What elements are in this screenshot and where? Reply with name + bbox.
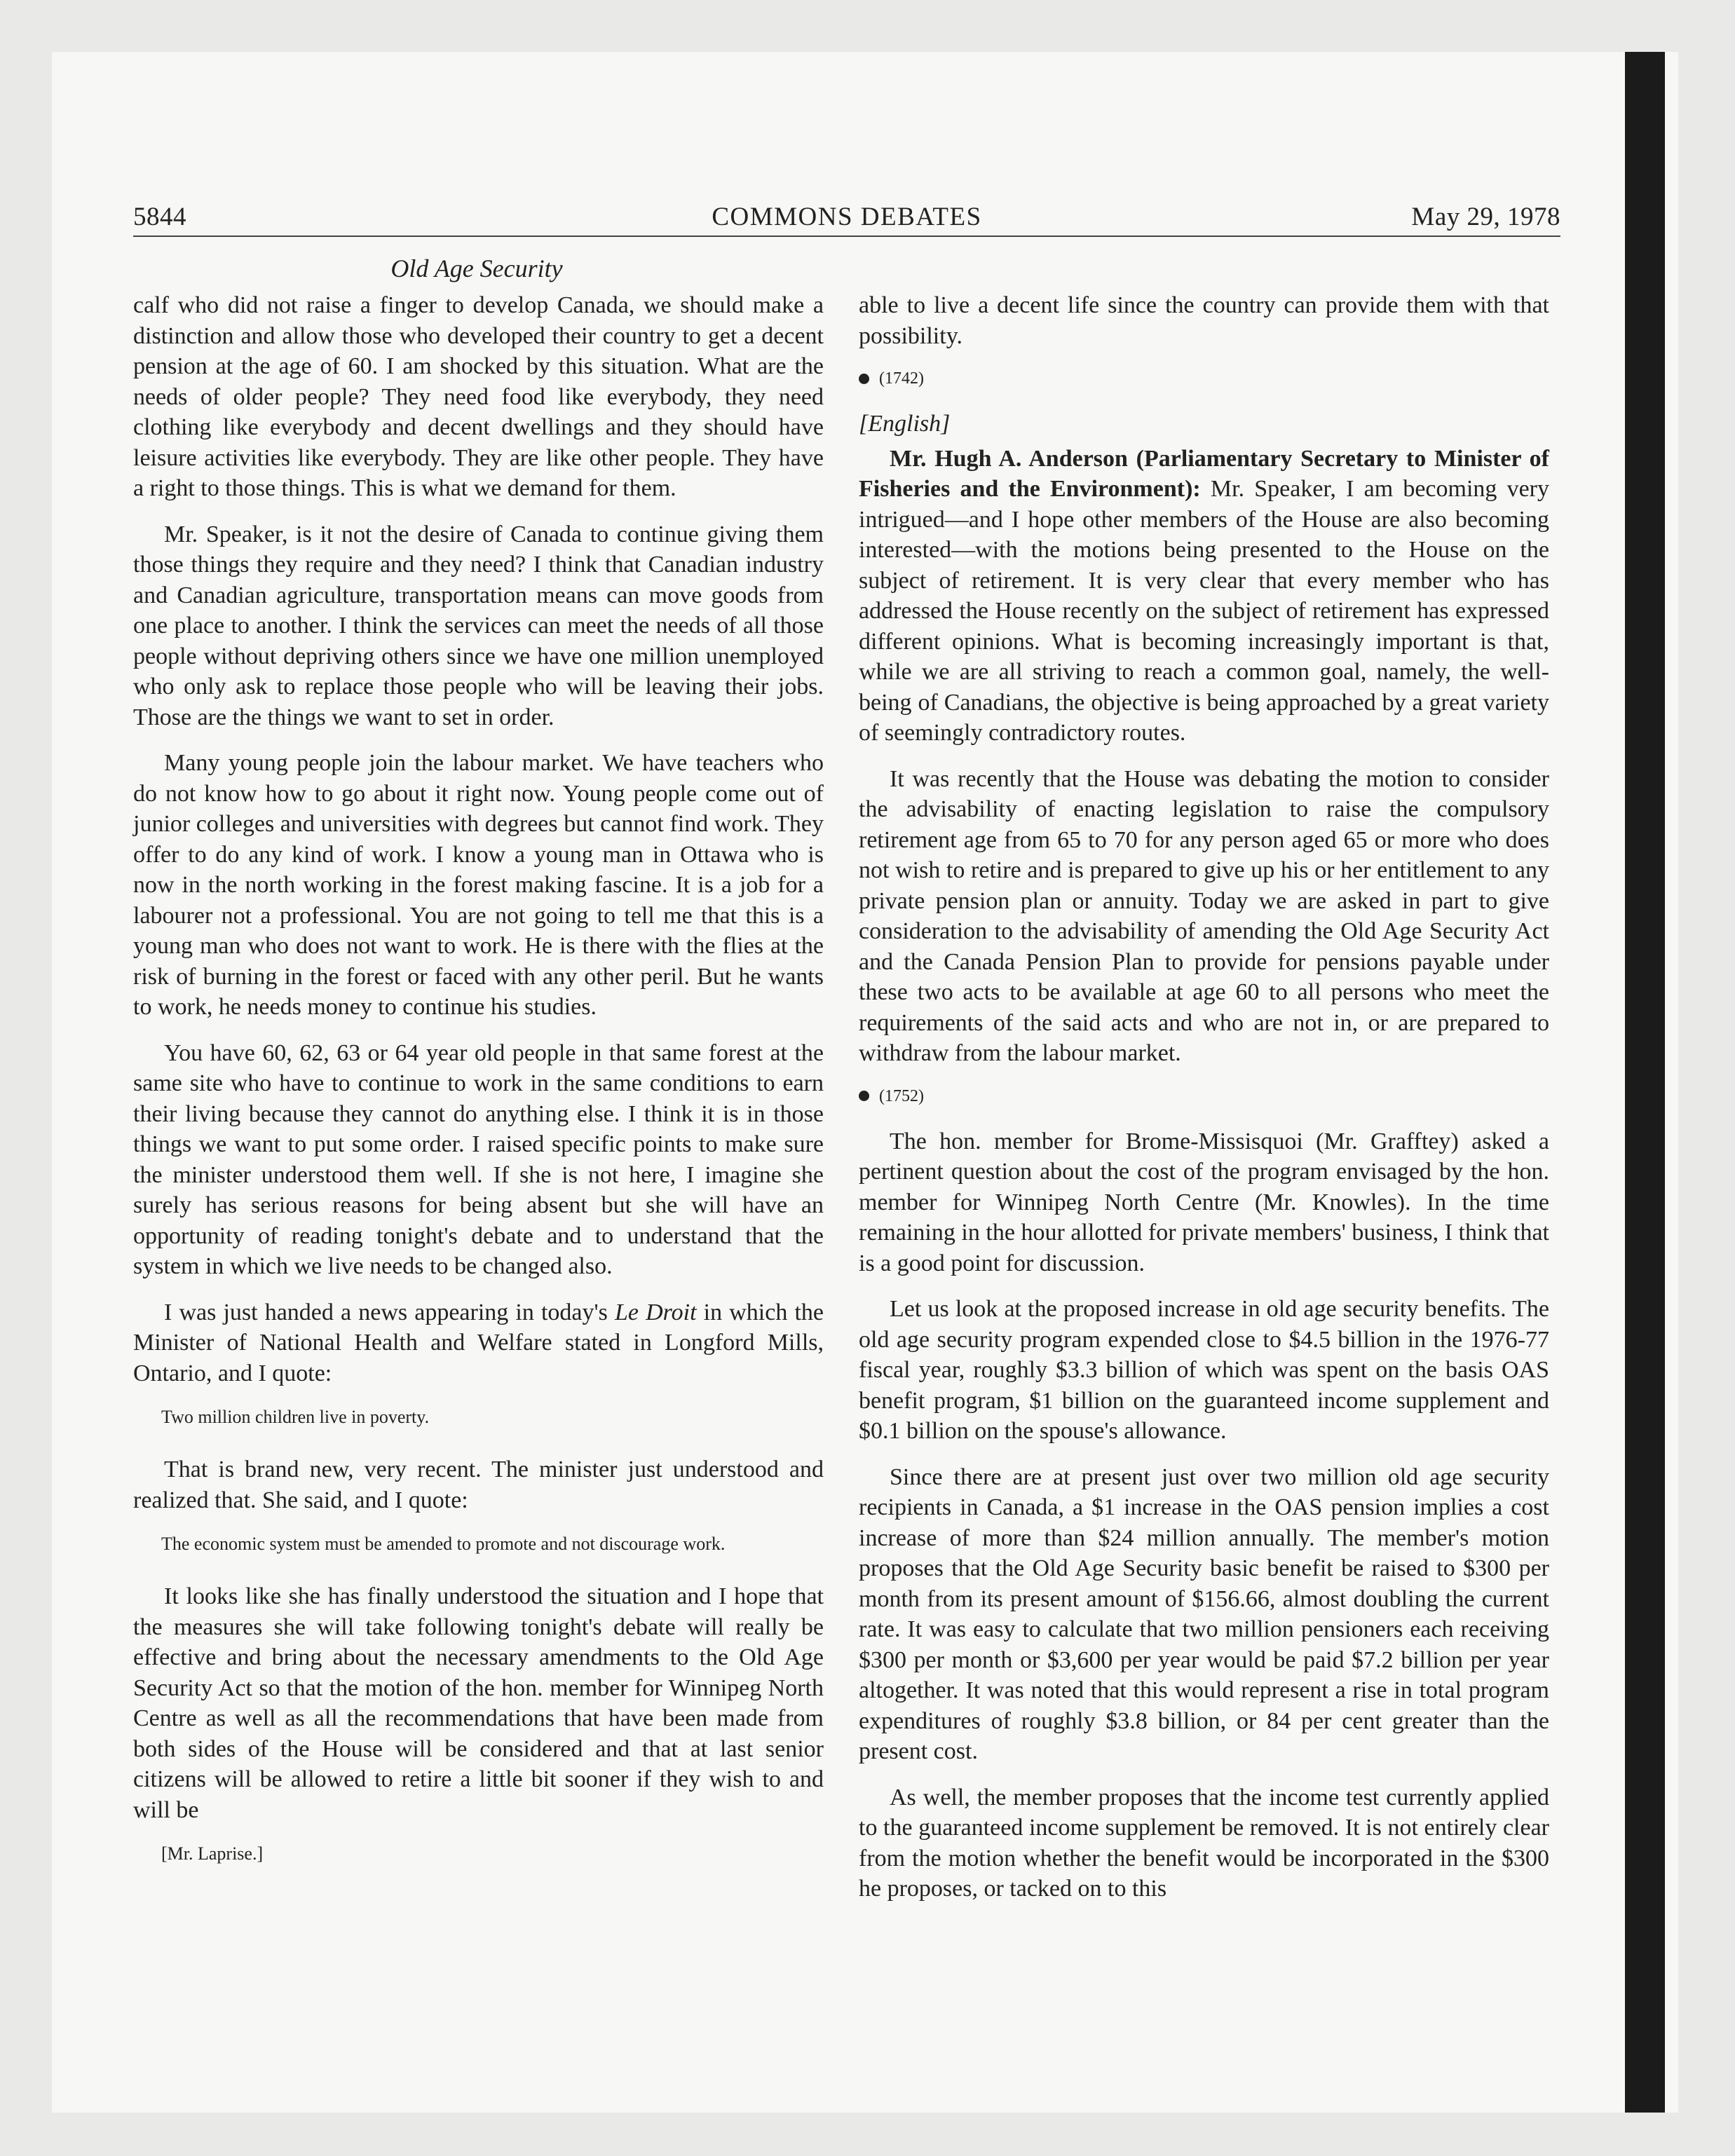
running-head: Old Age Security	[390, 254, 563, 282]
speaker-attribution: [Mr. Laprise.]	[161, 1843, 264, 1864]
timestamp-marker	[859, 367, 1549, 390]
paragraph: You have 60, 62, 63 or 64 year old people in that same forest at the same site who have to continue to work in the same conditions to earn their living because they cannot do anything else. I think it is in those things we want to put some order. I raised specific points to make sure the minister understood them well. If she is not here, I imagine she surely has serious reasons for being absent but she will have an opportunity of reading tonight's debate and to understand that the system in which we live needs to be changed also.	[133, 1039, 824, 1279]
timestamp: (1742)	[879, 369, 924, 388]
timestamp: (1752)	[879, 1086, 924, 1105]
paragraph: Mr. Speaker, is it not the desire of Canada to continue giving them those things they require and they need? I think that Canadian industry and Canadian agriculture, transportation means can move goods from one place to another. I think the services can meet the needs of all those people without depriving others since we have one million unemployed who only ask to replace those people who will be leaving their jobs. Those are the things we want to set in order.	[133, 521, 824, 730]
right-column	[859, 290, 1549, 1920]
timestamp-marker	[859, 1084, 1549, 1108]
paragraph: Let us look at the proposed increase in old age security benefits. The old age security program expended close to $4.5 billion in the 1976-77 fiscal year, roughly $3.3 billion of which was spent on the basis OAS benefit program, $1 billion on the guaranteed income supplement and $0.1 billion on the spouse's allowance.	[859, 1296, 1549, 1444]
paragraph-text: in which the Minister of National Health and Welfare stated in Longford Mills, Ontario, and I quote:	[133, 1299, 824, 1386]
scan-edge-bar	[1625, 52, 1665, 2113]
publication-title: COMMONS DEBATES	[712, 203, 982, 231]
language-marker: [English]	[859, 411, 951, 437]
header-rule	[133, 236, 1560, 237]
page-number: 5844	[133, 203, 186, 231]
paragraph: It looks like she has finally understood the situation and I hope that the measures she will take following tonight's debate will really be effective and bring about the necessary amendments to the Old Age Security Act so that the motion of the hon. member for Winnipeg North Centre as well as all the recommendations that have been made from both sides of the House will be considered and that at last senior citizens will be allowed to retire a little bit sooner if they wish to and will be	[133, 1583, 824, 1823]
paragraph: calf who did not raise a finger to develop Canada, we should make a distinction and allow those who developed their country to get a decent pension at the age of 60. I am shocked by this situation. What are the needs of older people? They need food like everybody, they need clothing like everybody and decent dwellings and they should have leisure activities like everybody. They are like other people. They have a right to those things. This is what we demand for them.	[133, 292, 824, 501]
paragraph: The hon. member for Brome-Missisquoi (Mr. Grafftey) asked a pertinent question about the cost of the program envisaged by the hon. member for Winnipeg North Centre (Mr. Knowles). In the time remaining in the hour allotted for private members' business, I think that is a good point for discussion.	[859, 1128, 1549, 1276]
paragraph-text: I was just handed a news appearing in today's	[164, 1299, 615, 1325]
paragraph: able to live a decent life since the country can provide them with that possibility.	[859, 292, 1549, 349]
paragraph: Since there are at present just over two million old age security recipients in Canada, a $1 increase in the OAS pension implies a cost increase of more than $24 million annually. The member's motion proposes that the Old Age Security basic benefit be raised to $300 per month from its present amount of $156.66, almost doubling the current rate. It was easy to calculate that two million pensioners each receiving $300 per month or $3,600 per year would be paid $7.2 billion per year altogether. It was noted that this would represent a rise in total program expenditures of roughly $3.8 billion, or 84 per cent greater than the present cost.	[859, 1464, 1549, 1764]
paragraph-text: Mr. Speaker, I am becoming very intrigued—and I hope other members of the House are also becoming interested—with the motions being presented to the House on the subject of retirement. It is very clear that every member who has addressed the House recently on the subject of retirement has expressed different opinions. What is becoming increasingly important is that, while we are all striving to reach a common goal, namely, the well-being of Canadians, the objective is being approached by a great variety of seemingly contradictory routes.	[859, 476, 1550, 746]
bullet-icon	[859, 374, 869, 384]
paragraph	[859, 444, 1549, 749]
paragraph: As well, the member proposes that the income test currently applied to the guaranteed income supplement be removed. It is not entirely clear from the motion whether the benefit would be incorporated in the $300 he proposes, or tacked on to this	[859, 1784, 1549, 1902]
bullet-icon	[859, 1091, 869, 1101]
page-header	[133, 202, 1560, 237]
block-quote: The economic system must be amended to promote and not discourage work.	[161, 1534, 726, 1554]
block-quote: Two million children live in poverty.	[161, 1407, 430, 1427]
newspaper-name: Le Droit	[615, 1299, 697, 1325]
paragraph: That is brand new, very recent. The minister just understood and realized that. She said, and I quote:	[133, 1456, 824, 1513]
publication-date: May 29, 1978	[1411, 203, 1560, 231]
left-column	[133, 290, 824, 1867]
paragraph: Many young people join the labour market. We have teachers who do not know how to go about it right now. Young people come out of junior colleges and universities with degrees but cannot find work. They offer to do any kind of work. I know a young man in Ottawa who is now in the north working in the forest making fascine. It is a job for a labourer not a professional. You are not going to tell me that this is a young man who does not want to work. He is there with the flies at the risk of burning in the forest or faced with any other peril. But he wants to work, he needs money to continue his studies.	[133, 750, 824, 1020]
paragraph: It was recently that the House was debating the motion to consider the advisability of enacting legislation to raise the compulsory retirement age from 65 to 70 for any person aged 65 or more who does not wish to retire and is prepared to give up his or her entitlement to any private pension plan or annuity. Today we are asked in part to give consideration to the advisability of amending the Old Age Security Act and the Canada Pension Plan to provide for pensions payable under these two acts to be available at age 60 to all persons who meet the requirements of the said acts and who are not in, or are prepared to withdraw from the labour market.	[859, 765, 1549, 1066]
speaker-name: Mr. Hugh A. Anderson (Parliamentary Secretary to Minister of Fisheries and the Environment):	[859, 445, 1549, 502]
paragraph	[133, 1297, 824, 1389]
